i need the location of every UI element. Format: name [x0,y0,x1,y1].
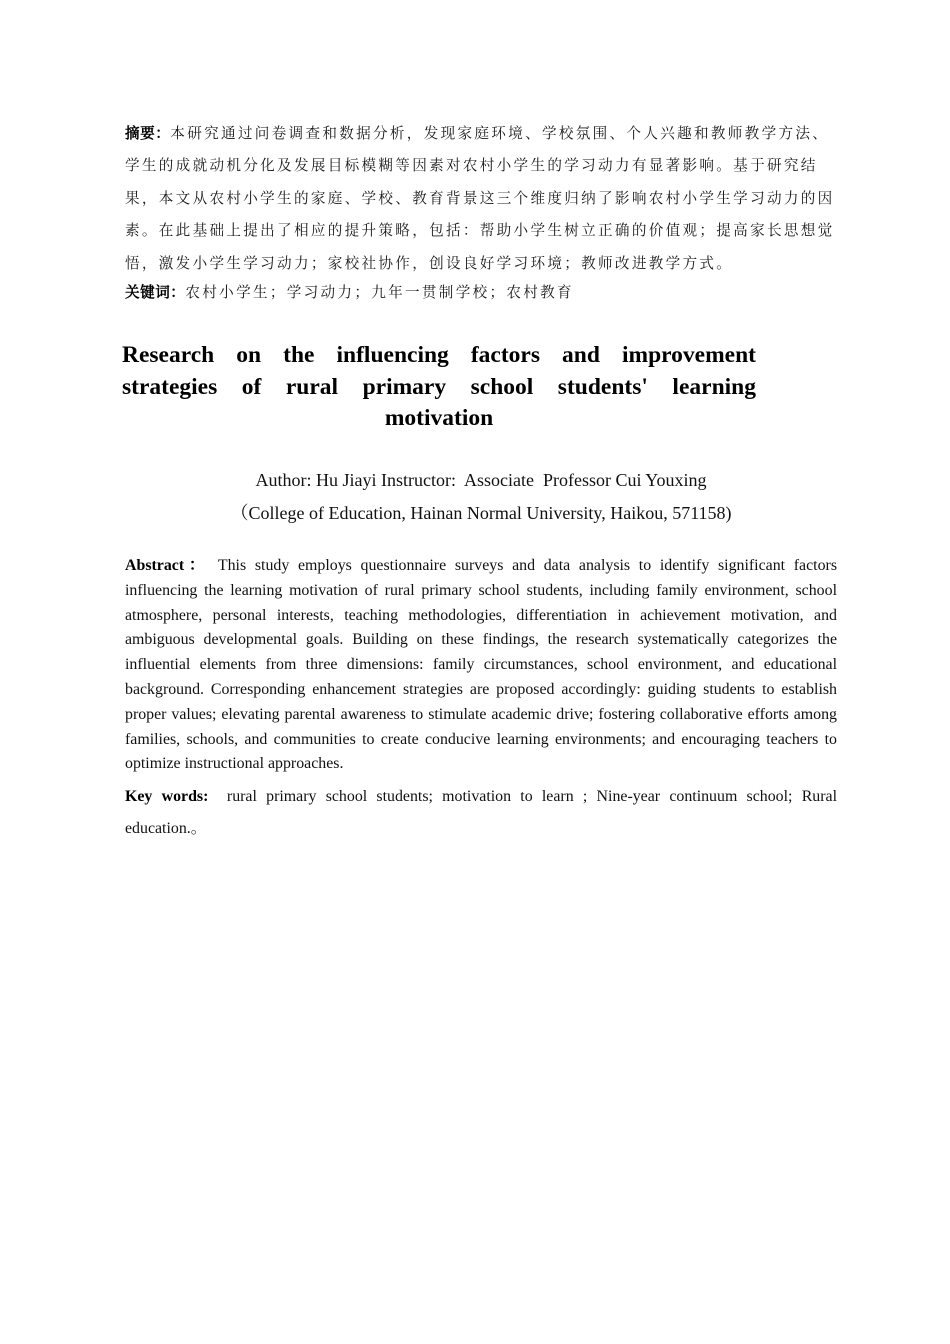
chinese-abstract [125,118,837,280]
english-keywords-label: Key words: [125,788,209,805]
chinese-keywords-text: 农村小学生；学习动力；九年一贯制学校；农村教育 [185,284,574,301]
chinese-abstract-text: 本研究通过问卷调查和数据分析，发现家庭环境、学校氛围、个人兴趣和教师教学方法、学生的成就动机分化及发展目标模糊等因素对农村小学生的学习动力有显著影响。基于研究结果，本文从农村小学生的家庭、学校、教育背景这三个维度归纳了影响农村小学生学习动力的因素。在此基础上提出了相应的提升策略，包括：帮助小学生树立正确的价值观；提高家长思想觉悟，激发小学生学习动力；家校社协作，创设良好学习环境；教师改进教学方式。 [125,125,835,272]
english-abstract-label: Abstract： [125,557,210,574]
chinese-abstract-label: 摘要： [125,125,171,142]
english-title: Research on the influencing factors and improvement strategies of rural primary school students' learning motivation [122,342,756,431]
chinese-keywords [125,279,837,307]
english-keywords [125,781,837,845]
english-abstract [125,554,837,777]
english-abstract-text: This study employs questionnaire surveys and data analysis to identify significant factors influencing the learning motivation of rural primary school students, including family environment, school atmosphere, personal interests, teaching methodologies, differentiation in achievement motivation, and ambiguous developmental goals. Building on these findings, the research systematically categorizes the influential elements from three dimensions: family circumstances, school environment, and educational background. Corresponding enhancement strategies are proposed accordingly: guiding students to establish proper values; elevating parental awareness to stimulate academic drive; fostering collaborative efforts among families, schools, and communities to create conducive learning environments; and encouraging teachers to optimize instructional approaches. [125,557,837,773]
affiliation-line: （College of Education, Hainan Normal University, Haikou, 571158) [230,503,732,523]
chinese-keywords-label: 关键词： [125,284,186,301]
english-keywords-text: rural primary school students; motivation to learn ; Nine-year continuum school; Rural education.。 [125,788,838,837]
author-line: Author: Hu Jiayi Instructor: Associate Professor Cui Youxing [255,470,707,490]
